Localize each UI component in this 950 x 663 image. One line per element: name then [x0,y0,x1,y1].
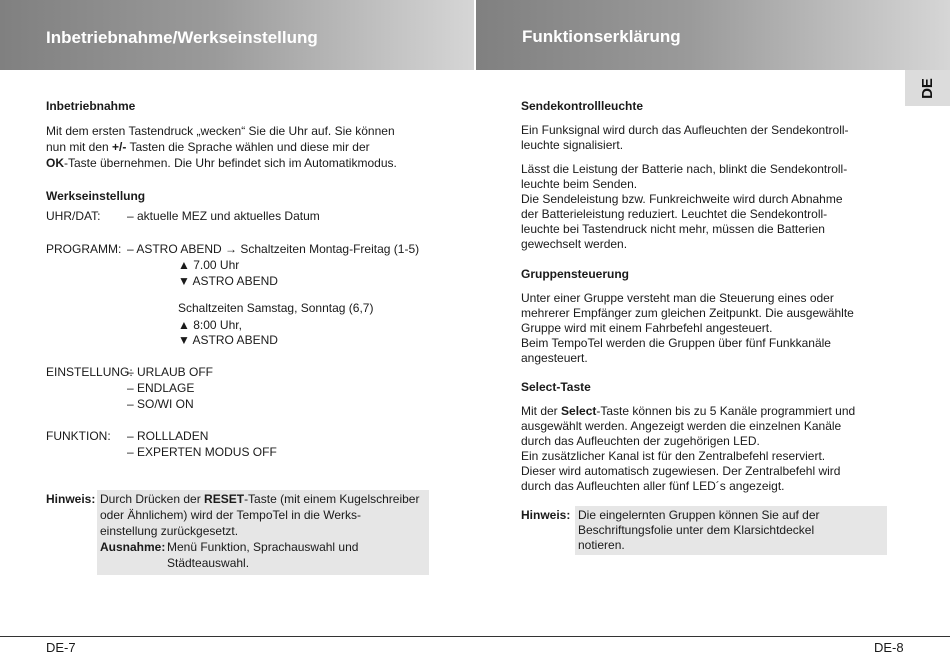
right-page-number: DE-8 [874,640,904,655]
select-taste-heading: Select-Taste [521,380,591,394]
sel-line-6: durch das Aufleuchten aller fünf LED´s angezeigt. [521,479,785,493]
inbetriebnahme-line-2: nun mit den +/- Tasten die Sprache wählen und diese mir der [46,140,370,154]
funktion-label: FUNKTION: [46,429,111,443]
programm-weekend-on: ▲ 8:00 Uhr, [178,318,242,332]
left-hinweis-line-2: oder Ähnlichem) wird der TempoTel in die Werks- [100,508,361,522]
grp-line-1: Unter einer Gruppe versteht man die Steuerung eines oder [521,291,834,305]
gruppensteuerung-heading: Gruppensteuerung [521,267,630,281]
sel-line-1: Mit der Select-Taste können bis zu 5 Kanäle programmiert und [521,404,856,418]
left-banner-title: Inbetriebnahme/Werkseinstellung [46,28,318,47]
grp-line-2: mehrerer Empfänger zum gleichen Zeitpunkt. Die ausgewählte [521,306,854,320]
send-p2-line-2: leuchte beim Senden. [521,177,638,191]
right-hinweis-line-3: notieren. [578,538,625,552]
inbetriebnahme-line-1: Mit dem ersten Tastendruck „wecken“ Sie die Uhr auf. Sie können [46,124,395,138]
funktion-value-1: – ROLLLADEN [127,429,209,443]
send-p2-line-4: der Batterieleistung reduziert. Leuchtet die Sendekontroll- [521,207,828,221]
left-hinweis-line-3: einstellung zurückgesetzt. [100,524,239,538]
programm-value: – ASTRO ABEND → Schaltzeiten Montag-Freitag (1-5) [127,242,420,256]
programm-weekday-on: ▲ 7.00 Uhr [178,258,240,272]
left-hinweis-line-1: Durch Drücken der RESET-Taste (mit einem Kugelschreiber [100,492,420,506]
uhr-dat-value: – aktuelle MEZ und aktuelles Datum [127,209,320,223]
send-p1-line-2: leuchte signalisiert. [521,138,624,152]
ausnahme-line-1: Menü Funktion, Sprachauswahl und [167,540,359,554]
inbetriebnahme-line-3: OK-Taste übernehmen. Die Uhr befindet sich im Automatikmodus. [46,156,397,170]
send-p1-line-1: Ein Funksignal wird durch das Aufleuchten der Sendekontroll- [521,123,849,137]
einstellung-value-2: – ENDLAGE [127,381,195,395]
sel-line-4: Ein zusätzlicher Kanal ist für den Zentralbefehl reserviert. [521,449,826,463]
einstellung-label: EINSTELLUNG: [46,365,133,379]
language-tab-label: DE [919,77,936,99]
left-hinweis-box [97,490,429,575]
funktion-value-2: – EXPERTEN MODUS OFF [127,445,277,459]
uhr-dat-label: UHR/DAT: [46,209,101,223]
right-page-banner [476,0,950,70]
inbetriebnahme-heading: Inbetriebnahme [46,99,136,113]
left-page-number: DE-7 [46,640,76,655]
einstellung-value-3: – SO/WI ON [127,397,194,411]
sel-line-3: durch das Aufleuchten der zugehörigen LED. [521,434,760,448]
right-hinweis-label: Hinweis: [521,508,571,522]
send-p2-line-5: leuchte bei Tastendruck nicht mehr, müssen die Batterien [521,222,825,236]
send-p2-line-3: Die Sendeleistung bzw. Funkreichweite wird durch Abnahme [521,192,843,206]
werkseinstellung-heading: Werkseinstellung [46,189,146,203]
right-banner-title: Funktionserklärung [522,27,681,46]
programm-weekday-off: ▼ ASTRO ABEND [178,274,278,288]
programm-weekend-label: Schaltzeiten Samstag, Sonntag (6,7) [178,301,374,315]
grp-line-5: angesteuert. [521,351,588,365]
sel-line-2: ausgewählt werden. Angezeigt werden die einzelnen Kanäle [521,419,842,433]
right-hinweis-line-2: Beschriftungsfolie unter dem Klarsichtdeckel [578,523,815,537]
programm-label: PROGRAMM: [46,242,122,256]
left-hinweis-label: Hinweis: [46,492,96,506]
right-hinweis-box [575,506,887,555]
grp-line-3: Gruppe wird mit einem Fahrbefehl angesteuert. [521,321,773,335]
einstellung-value-1: – URLAUB OFF [127,365,214,379]
ausnahme-label: Ausnahme: [100,540,166,554]
language-tab [905,70,950,106]
programm-weekend-off: ▼ ASTRO ABEND [178,333,278,347]
left-page-banner [0,0,474,70]
right-hinweis-line-1: Die eingelernten Gruppen können Sie auf der [578,508,820,522]
sel-line-5: Dieser wird automatisch zugewiesen. Der Zentralbefehl wird [521,464,841,478]
send-p2-line-6: gewechselt werden. [521,237,628,251]
sendekontrollleuchte-heading: Sendekontrollleuchte [521,99,644,113]
footer-rule [0,636,950,637]
ausnahme-line-2: Städteauswahl. [167,556,250,570]
send-p2-line-1: Lässt die Leistung der Batterie nach, blinkt die Sendekontroll- [521,162,848,176]
grp-line-4: Beim TempoTel werden die Gruppen über fünf Funkkanäle [521,336,831,350]
